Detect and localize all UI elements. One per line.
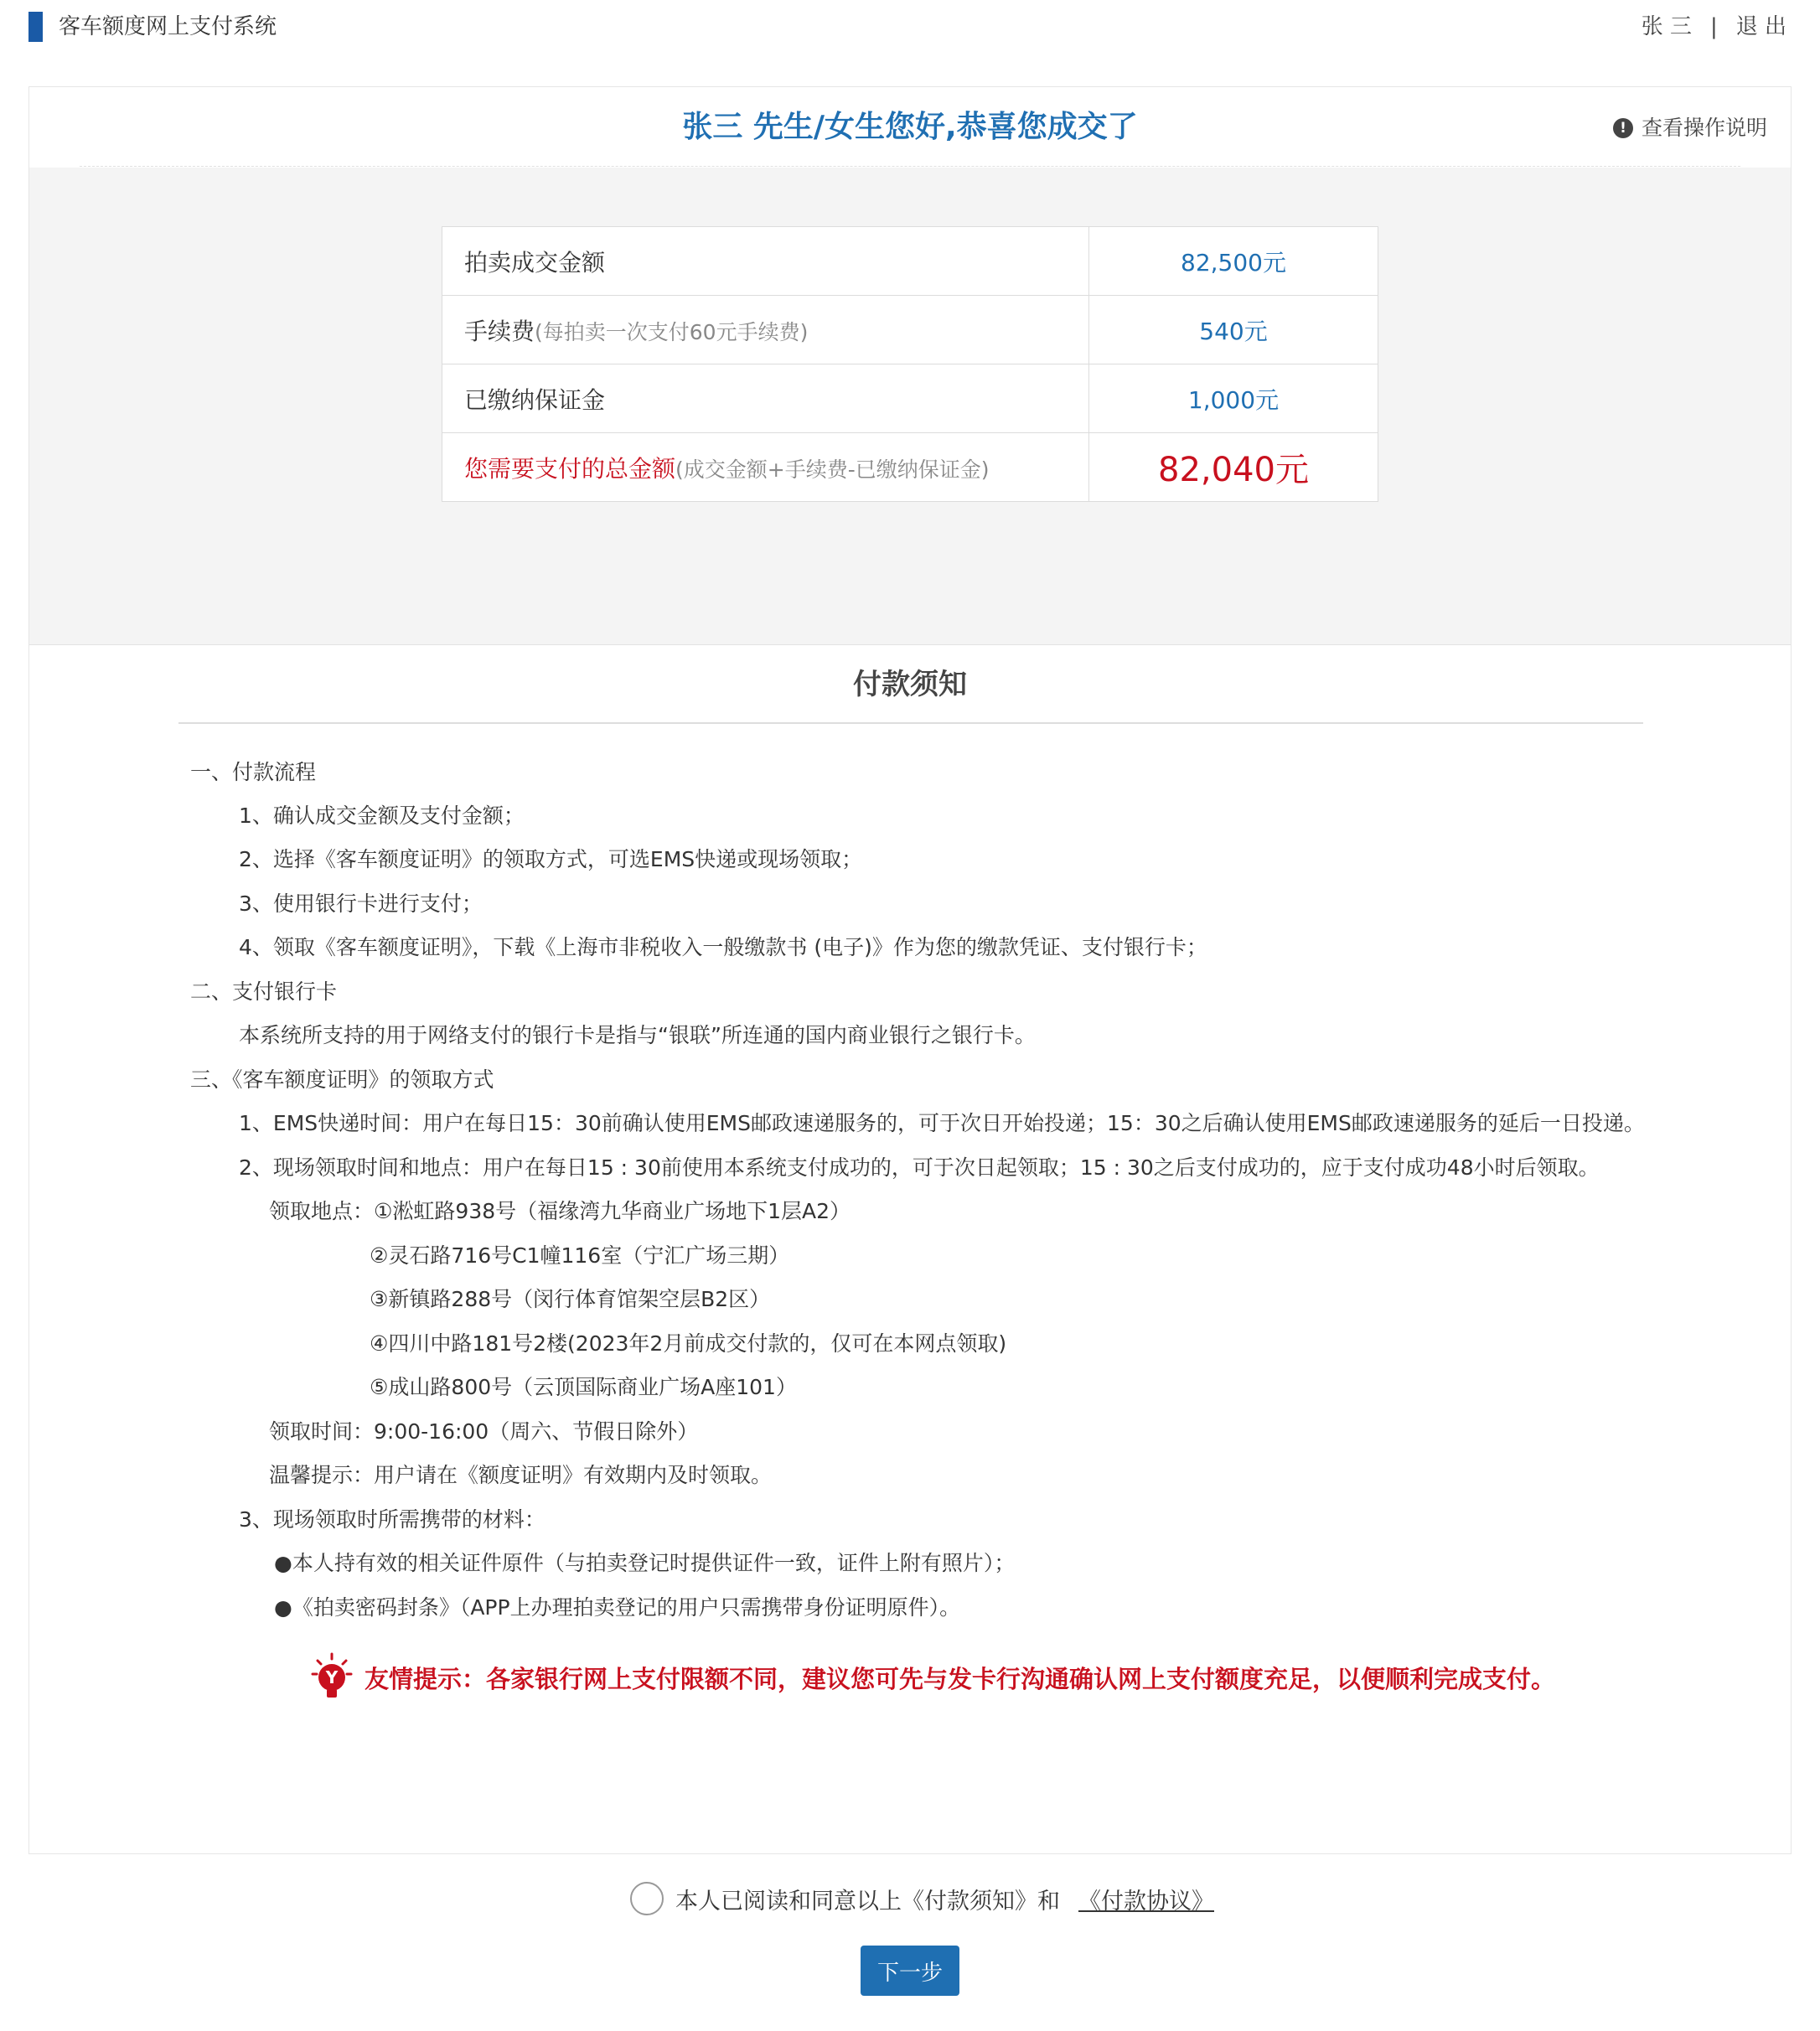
user-name: 张 三 bbox=[1641, 14, 1692, 39]
greeting-title: 张三 先生/女生您好,恭喜您成交了 bbox=[682, 110, 1138, 144]
row-value: 1,000元 bbox=[1089, 364, 1378, 433]
table-row-total bbox=[442, 433, 1378, 502]
notice-line: 2、选择《客车额度证明》的领取方式，可选EMS快递或现场领取； bbox=[239, 847, 863, 871]
total-amount: 82,040元 bbox=[1089, 433, 1378, 502]
top-bar bbox=[0, 0, 1820, 55]
row-label: 手续费(每拍卖一次支付60元手续费) bbox=[442, 296, 1089, 364]
friendly-tip bbox=[311, 1652, 1555, 1703]
lightbulb-icon bbox=[311, 1652, 353, 1703]
notice-line: 领取地点：①淞虹路938号（福缘湾九华商业广场地下1层A2） bbox=[269, 1199, 851, 1223]
info-icon: ! bbox=[1613, 118, 1633, 138]
payment-summary-table bbox=[442, 226, 1378, 502]
notice-line: ●《拍卖密码封条》（APP上办理拍卖登记的用户只需携带身份证明原件）。 bbox=[274, 1595, 961, 1620]
brand-mark bbox=[28, 12, 43, 42]
row-value: 540元 bbox=[1089, 296, 1378, 364]
row-label: 已缴纳保证金 bbox=[442, 364, 1089, 433]
notice-line: ●本人持有效的相关证件原件（与拍卖登记时提供证件一致，证件上附有照片）； bbox=[274, 1551, 1016, 1575]
next-step-button[interactable]: 下一步 bbox=[861, 1946, 959, 1996]
agreement-row bbox=[630, 1882, 1214, 1915]
notice-divider bbox=[178, 722, 1643, 724]
notice-line: 温馨提示：用户请在《额度证明》有效期内及时领取。 bbox=[269, 1463, 773, 1487]
table-row bbox=[442, 296, 1378, 364]
table-row bbox=[442, 227, 1378, 296]
notice-line: ④四川中路181号2楼(2023年2月前成交付款的，仅可在本网点领取) bbox=[370, 1331, 1007, 1356]
notice-line: 1、EMS快递时间：用户在每日15：30前确认使用EMS邮政速递服务的，可于次日开始投递；15：30之后确认使用EMS邮政速递服务的延后一日投递。 bbox=[239, 1111, 1645, 1135]
summary-panel bbox=[29, 168, 1791, 645]
notice-line: 领取时间：9:00-16:00（周六、节假日除外） bbox=[269, 1419, 699, 1444]
logout-link[interactable]: 退 出 bbox=[1735, 14, 1786, 39]
payment-agreement-link[interactable]: 《付款协议》 bbox=[1078, 1888, 1214, 1915]
help-link-label: 查看操作说明 bbox=[1641, 116, 1767, 140]
section-heading: 一、付款流程 bbox=[190, 760, 317, 784]
table-row bbox=[442, 364, 1378, 433]
tip-text: 友情提示：各家银行网上支付限额不同，建议您可先与发卡行沟通确认网上支付额度充足，以便顺利完成支付。 bbox=[365, 1664, 1556, 1693]
notice-line: 3、现场领取时所需携带的材料： bbox=[239, 1507, 545, 1532]
app-title: 客车额度网上支付系统 bbox=[59, 14, 277, 39]
header-divider bbox=[80, 166, 1740, 167]
agree-text: 本人已阅读和同意以上《付款须知》和 bbox=[675, 1888, 1060, 1915]
user-area bbox=[1642, 12, 1786, 42]
separator: | bbox=[1709, 14, 1718, 39]
notice-line: 1、确认成交金额及支付金额； bbox=[239, 804, 525, 828]
notice-title: 付款须知 bbox=[853, 668, 967, 701]
notice-line: 4、领取《客车额度证明》，下载《上海市非税收入一般缴款书 (电子)》作为您的缴款凭证、支付银行卡； bbox=[239, 935, 1207, 959]
row-label: 拍卖成交金额 bbox=[442, 227, 1089, 296]
notice-line: 本系统所支持的用于网络支付的银行卡是指与“银联”所连通的国内商业银行之银行卡。 bbox=[239, 1023, 1036, 1047]
notice-line: 2、现场领取时间和地点：用户在每日15 : 30前使用本系统支付成功的，可于次日起领取；15 : 30之后支付成功的，应于支付成功48小时后领取。 bbox=[239, 1155, 1600, 1180]
notice-line: ②灵石路716号C1幢116室（宁汇广场三期） bbox=[370, 1243, 790, 1268]
section-heading: 三、《客车额度证明》的领取方式 bbox=[190, 1067, 494, 1092]
section-heading: 二、支付银行卡 bbox=[190, 979, 338, 1004]
row-value: 82,500元 bbox=[1089, 227, 1378, 296]
main-card bbox=[28, 86, 1792, 1854]
agree-radio[interactable] bbox=[630, 1882, 664, 1915]
notice-line: ③新镇路288号（闵行体育馆架空层B2区） bbox=[370, 1287, 771, 1311]
notice-line: ⑤成山路800号（云顶国际商业广场A座101） bbox=[370, 1375, 797, 1399]
help-link[interactable] bbox=[1613, 114, 1767, 142]
notice-line: 3、使用银行卡进行支付； bbox=[239, 891, 483, 916]
svg-text:Y: Y bbox=[325, 1667, 339, 1687]
card-header bbox=[29, 87, 1791, 168]
row-label: 您需要支付的总金额(成交金额+手续费-已缴纳保证金) bbox=[442, 433, 1089, 502]
